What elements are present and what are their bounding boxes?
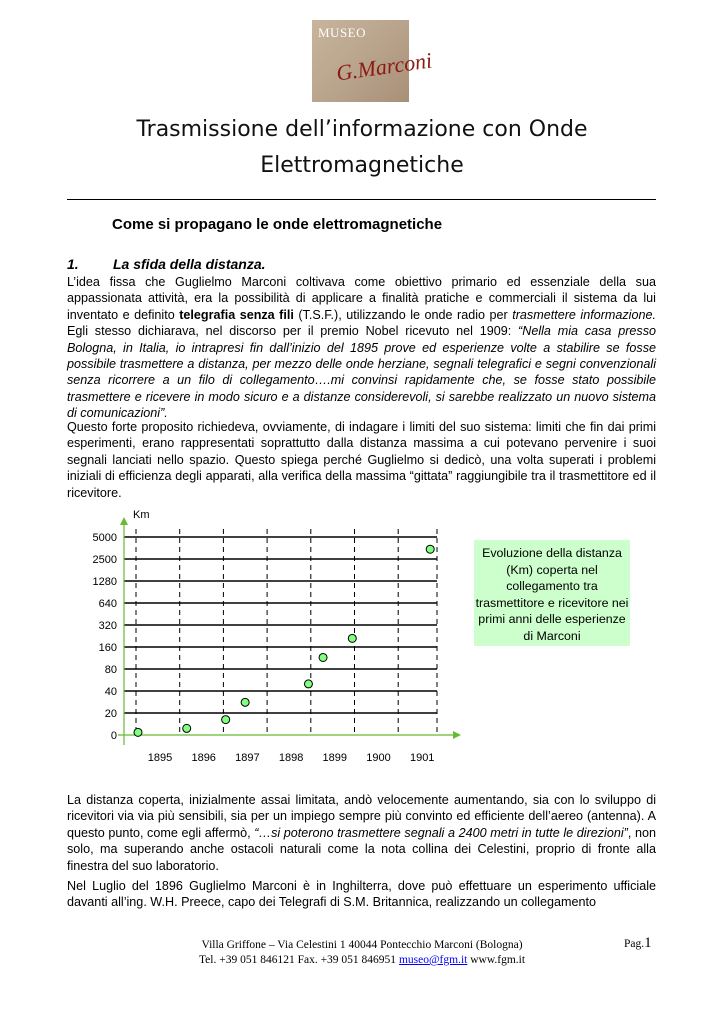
paragraph-1 xyxy=(67,274,656,422)
footer-address: Villa Griffone – Via Celestini 1 40044 Pontecchio Marconi (Bologna) xyxy=(201,939,523,951)
y-tick-label: 2500 xyxy=(92,554,117,566)
y-tick-label: 0 xyxy=(110,730,117,742)
x-tick-label: 1897 xyxy=(235,752,260,764)
data-point xyxy=(319,653,327,661)
y-tick-label: 1280 xyxy=(92,576,117,588)
paragraph-3 xyxy=(67,792,656,874)
section-heading xyxy=(67,256,266,272)
subheading: Come si propagano le onde elettromagnetiche xyxy=(112,216,443,233)
p4-run-0: Nel Luglio del 1896 Guglielmo Marconi è in Inghilterra, dove può effettuare un esperimento ufficiale davanti all’ing. W.H. Preece, capo dei Telegrafi di S.M. Britannica, realizzando un collegamento xyxy=(67,879,656,910)
footer xyxy=(0,938,724,968)
p2-run-0: Questo forte proposito richiedeva, ovviamente, di indagare i limiti del suo sistema: limiti che fin dai primi esperimenti, erano rappresentati soprattutto dalla distanza massima a cui potevano pervenire i suoi segnali lanciati nello spazio. Questo spiega perché Guglielmo si dedicò, una volta superati i problemi iniziali di efficienza degli apparati, alla verifica della massima “gittata” raggiungibile tra il trasmettitore ed il ricevitore. xyxy=(67,420,656,500)
logo-museo-text: MUSEO xyxy=(318,25,367,40)
data-point xyxy=(134,728,142,736)
p1-run-2: (T.S.F.), utilizzando le onde radio per xyxy=(293,307,513,322)
p1-run-0: L’idea fissa che Guglielmo Marconi coltivava come obiettivo primario ed essenziale della sua appassionata attività, era la possibilità di applicare a finalità pratiche e commerciali il sistema da lui inventato e definito xyxy=(67,275,656,322)
x-tick-label: 1900 xyxy=(366,752,391,764)
p1-run-4: Egli stesso dichiarava, nel discorso per il premio Nobel ricevuto nel 1909: xyxy=(67,324,519,339)
title-divider xyxy=(67,199,656,200)
data-point xyxy=(183,724,191,732)
footer-contacts xyxy=(0,953,724,968)
section-number: 1. xyxy=(67,256,79,272)
y-axis-label: Km xyxy=(133,509,150,521)
y-tick-label: 160 xyxy=(98,642,117,654)
title-line-1: Trasmissione dell’informazione con Onde xyxy=(136,117,588,142)
y-tick-label: 320 xyxy=(98,620,117,632)
page-number xyxy=(624,935,652,952)
page-title xyxy=(0,112,724,184)
p3-run-0: La distanza coperta, inizialmente assai limitata, andò velocemente aumentando, sia con lo sviluppo di ricevitori via via più sensibili, sia per un impiego sempre più convinto ed efficiente dell’aereo (antenna). A questo punto, come egli affermò, xyxy=(67,793,656,840)
x-tick-label: 1898 xyxy=(278,752,304,764)
museum-logo xyxy=(312,20,434,102)
p1-run-3: trasmettere informazione. xyxy=(512,307,656,322)
x-tick-label: 1896 xyxy=(191,752,216,764)
y-tick-label: 5000 xyxy=(92,532,117,544)
chart-svg xyxy=(67,509,462,770)
logo-signature: G.Marconi xyxy=(334,47,434,86)
y-axis-arrow xyxy=(120,517,128,525)
x-tick-label: 1901 xyxy=(409,752,435,764)
data-point xyxy=(241,698,249,706)
paragraph-4 xyxy=(67,878,656,911)
page-label: Pag. xyxy=(624,938,645,950)
chart-caption-box: Evoluzione della distanza (Km) coperta nel collegamento tra trasmettitore e ricevitore nei primi anni delle esperienze di Marconi xyxy=(474,540,630,646)
footer-phone: Tel. +39 051 846121 Fax. +39 051 846951 xyxy=(198,954,399,966)
p3-run-2: , non solo, ma superando anche ostacoli naturali come la nota collina dei Celestini, proprio di fronte alla finestra del suo laboratorio. xyxy=(67,825,656,873)
data-point xyxy=(222,716,230,724)
x-tick-label: 1895 xyxy=(147,752,173,764)
paragraph-2 xyxy=(67,419,656,501)
y-tick-label: 80 xyxy=(104,664,117,676)
y-tick-label: 40 xyxy=(104,686,117,698)
p1-run-5: “Nella mia casa presso Bologna, in Italia, io intrapresi fin dall’inizio del 1895 prove ed esperienze volte a stabilire se fosse possibile trasmettere a distanza, per mezzo delle onde herziane, segnali telegrafici e segni convenzionali senza ricorrere a un filo di collegamento….mi convinsi rapidamente che, se fosse stato possibile trasmettere e ricevere in modo sicuro e a distanze considerevoli, si sarebbe realizzato un nuovo sistema di comunicazioni”. xyxy=(67,324,656,421)
p3-run-1: “…si poterono trasmettere segnali a 2400 metri in tutte le direzioni” xyxy=(254,825,628,840)
y-tick-label: 20 xyxy=(104,708,117,720)
x-tick-label: 1899 xyxy=(322,752,348,764)
footer-email-link[interactable]: museo@fgm.it xyxy=(398,954,468,966)
data-point xyxy=(304,680,312,688)
p1-run-1: telegrafia senza fili xyxy=(179,307,294,322)
footer-web: www.fgm.it xyxy=(467,954,526,966)
section-title: La sfida della distanza. xyxy=(113,256,266,272)
x-axis-arrow xyxy=(453,731,461,739)
page-num: 1 xyxy=(644,935,652,951)
y-tick-label: 640 xyxy=(98,598,117,610)
data-point xyxy=(348,634,356,642)
data-point xyxy=(426,545,434,553)
distance-chart xyxy=(67,509,462,770)
title-line-2: Elettromagnetiche xyxy=(260,153,464,178)
